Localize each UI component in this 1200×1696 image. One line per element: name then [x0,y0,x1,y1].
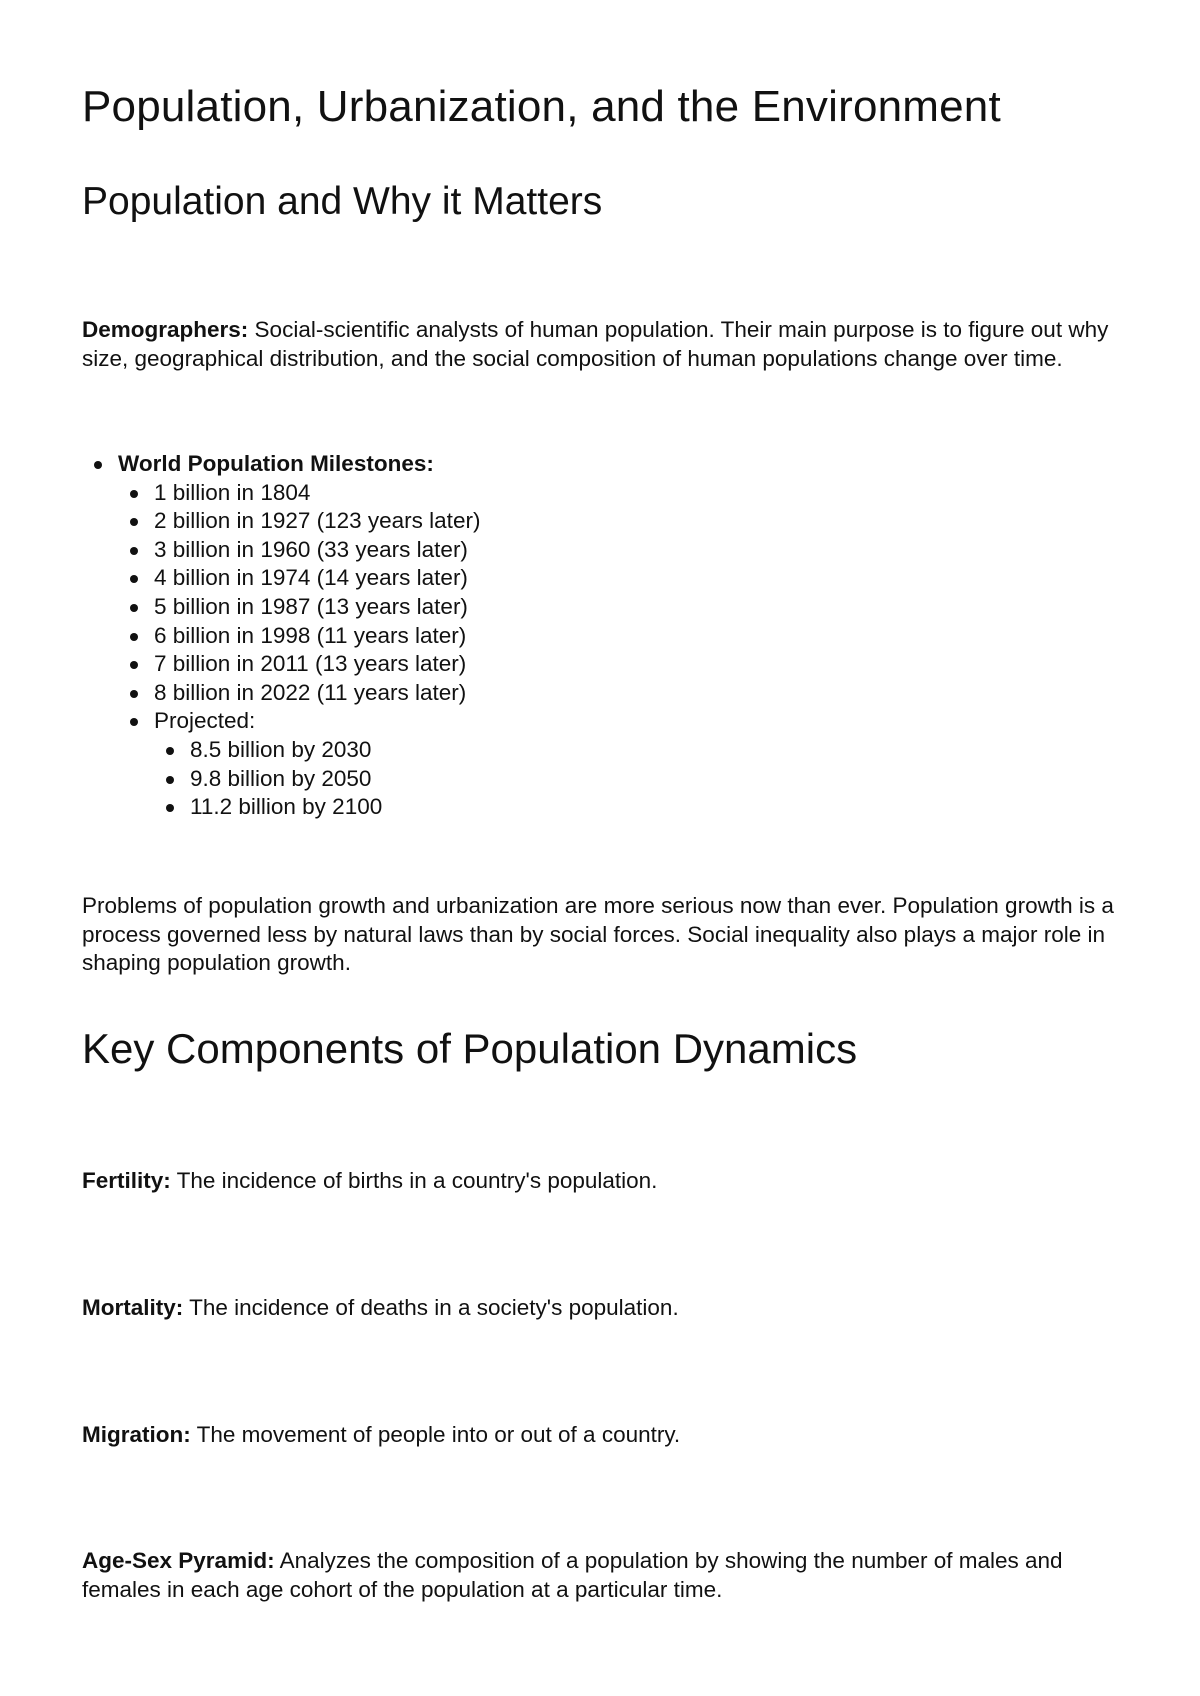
term-mortality: Mortality: [82,1295,184,1320]
bullet-icon [130,518,138,526]
term-fertility: Fertility: [82,1168,171,1193]
list-item: 5 billion in 1987 (13 years later) [82,593,480,622]
milestones-list [82,450,480,822]
term-demographers: Demographers: [82,317,249,342]
bullet-icon [130,718,138,726]
bullet-icon [130,575,138,583]
definition-migration: The movement of people into or out of a country. [190,1422,681,1447]
paragraph-fertility [82,1167,1142,1196]
milestones-heading: World Population Milestones: [118,451,434,476]
term-migration: Migration: [82,1422,191,1447]
section-heading-population: Population and Why it Matters [82,180,603,223]
bullet-icon [166,747,174,755]
list-item: 1 billion in 1804 [82,479,480,508]
list-item: 11.2 billion by 2100 [82,793,480,822]
list-item: 9.8 billion by 2050 [82,765,480,794]
bullet-icon [130,604,138,612]
list-item [82,707,480,736]
section-heading-key-components: Key Components of Population Dynamics [82,1025,858,1072]
list-item: 6 billion in 1998 (11 years later) [82,622,480,651]
list-item: 3 billion in 1960 (33 years later) [82,536,480,565]
bullet-icon [166,776,174,784]
bullet-icon [94,461,102,469]
bullet-icon [130,661,138,669]
bullet-icon [130,490,138,498]
bullet-icon [166,804,174,812]
projected-label: Projected: [154,708,256,734]
bullet-icon [130,633,138,641]
definition-age-sex-pyramid: Analyzes the composition of a population by showing the number of males and females in each age cohort of the population at a particular time. [82,1548,1063,1602]
bullet-icon [130,547,138,555]
list-item [82,450,480,479]
list-item: 4 billion in 1974 (14 years later) [82,564,480,593]
paragraph-mortality [82,1294,1142,1323]
list-item: 2 billion in 1927 (123 years later) [82,507,480,536]
paragraph-age-sex-pyramid [82,1547,1142,1604]
paragraph-migration [82,1421,1142,1450]
list-item: 8 billion in 2022 (11 years later) [82,679,480,708]
document-title: Population, Urbanization, and the Environment [82,82,1001,131]
bullet-icon [130,690,138,698]
list-item: 7 billion in 2011 (13 years later) [82,650,480,679]
paragraph-demographers [82,316,1142,373]
term-age-sex-pyramid: Age-Sex Pyramid: [82,1548,275,1573]
definition-fertility: The incidence of births in a country's population. [170,1168,658,1193]
definition-mortality: The incidence of deaths in a society's population. [183,1295,679,1320]
paragraph-problems: Problems of population growth and urbanization are more serious now than ever. Population growth is a process governed less by natural laws than by social forces. Social inequality also plays a major role in shaping population growth. [82,893,1114,976]
list-item: 8.5 billion by 2030 [82,736,480,765]
definition-demographers: Social-scientific analysts of human population. Their main purpose is to figure out why size, geographical distribution, and the social composition of human populations change over time. [82,317,1109,371]
